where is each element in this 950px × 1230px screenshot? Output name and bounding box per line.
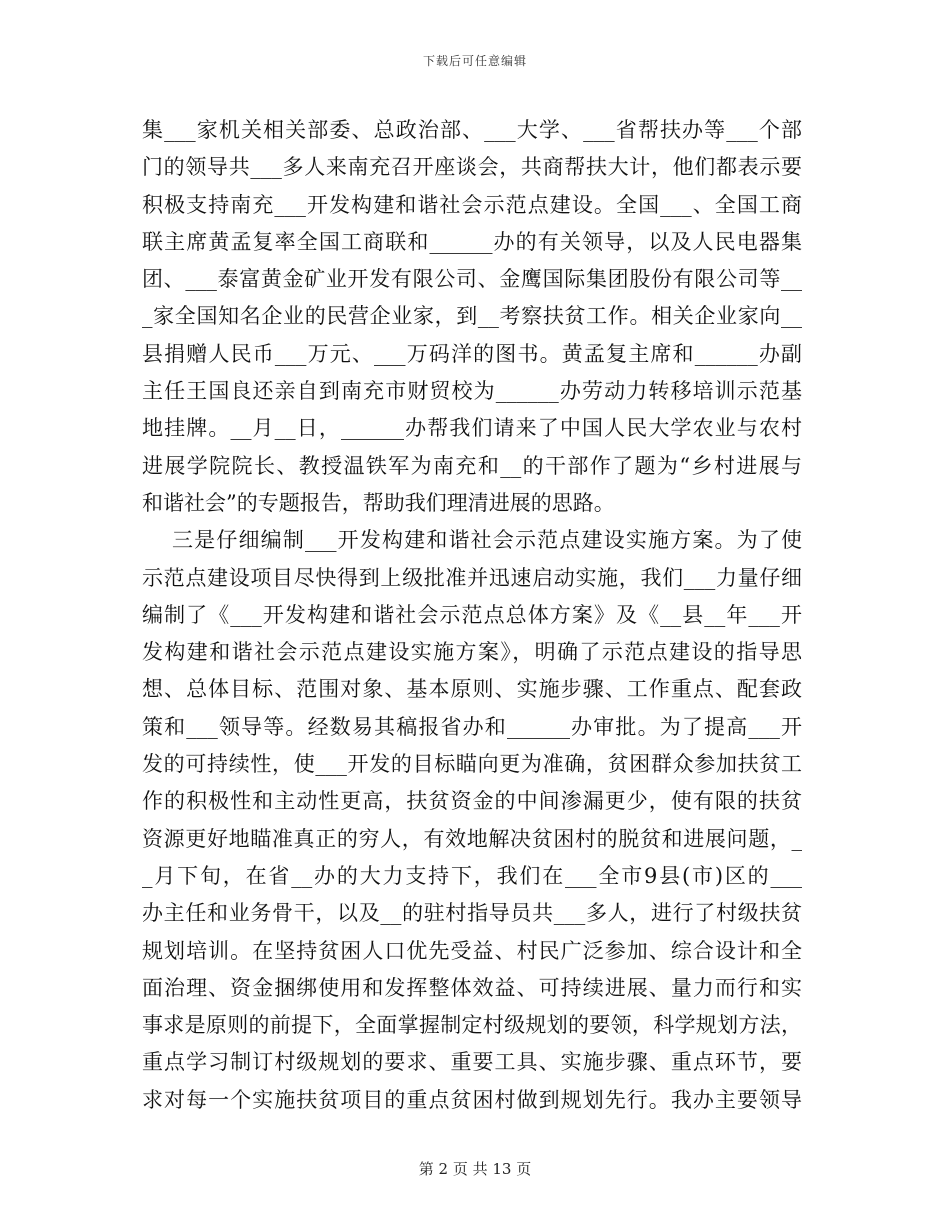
text-line: 团、___泰富黄金矿业开发有限公司、金鹰国际集团股份有限公司等__ bbox=[142, 267, 802, 292]
text-line: 联主席黄孟复率全国工商联和______办的有关领导，以及人民电器集 bbox=[142, 229, 802, 254]
text-line: 门的领导共___多人来南充召开座谈会，共商帮扶大计，他们都表示要 bbox=[142, 155, 802, 180]
text-line: 策和___领导等。经数易其稿报省办和______办审批。为了提高___开 bbox=[142, 714, 802, 739]
text-line: 进展学院院长、教授温铁军为南充和__的干部作了题为“乡村进展与 bbox=[142, 453, 802, 478]
text-line: _月下旬，在省__办的大力支持下，我们在___全市9县(市)区的___ bbox=[142, 863, 802, 888]
paragraph-start-line: 三是仔细编制___开发构建和谐社会示范点建设实施方案。为了使 bbox=[172, 528, 802, 553]
text-line: 面治理、资金捆绑使用和发挥整体效益、可持续进展、量力而行和实 bbox=[142, 975, 802, 1000]
text-line: 事求是原则的前提下，全面掌握制定村级规划的要领，科学规划方法， bbox=[142, 1013, 802, 1038]
text-line: 资源更好地瞄准真正的穷人，有效地解决贫困村的脱贫和进展问题，_ bbox=[142, 826, 802, 851]
text-line: 求对每一个实施扶贫项目的重点贫困村做到规划先行。我办主要领导 bbox=[142, 1087, 802, 1112]
text-line: 积极支持南充___开发构建和谐社会示范点建设。全国___、全国工商 bbox=[142, 192, 802, 217]
text-line: 规划培训。在坚持贫困人口优先受益、村民广泛参加、综合设计和全 bbox=[142, 938, 802, 963]
text-line: 县捐赠人民币___万元、___万码洋的图书。黄孟复主席和______办副 bbox=[142, 341, 802, 366]
text-line: 重点学习制订村级规划的要求、重要工具、实施步骤、重点环节，要 bbox=[142, 1050, 802, 1075]
text-line: 编制了《___开发构建和谐社会示范点总体方案》及《__县__年___开 bbox=[142, 602, 802, 627]
text-line: 想、总体目标、范围对象、基本原则、实施步骤、工作重点、配套政 bbox=[142, 677, 802, 702]
text-line: _家全国知名企业的民营企业家，到__考察扶贫工作。相关企业家向__ bbox=[142, 304, 802, 329]
text-line: 发的可持续性，使___开发的目标瞄向更为准确，贫困群众参加扶贫工 bbox=[142, 752, 802, 777]
page-header: 下载后可任意编辑 bbox=[422, 54, 527, 68]
text-line: 集___家机关相关部委、总政治部、___大学、___省帮扶办等___个部 bbox=[142, 118, 802, 142]
text-line: 主任王国良还亲自到南充市财贸校为______办劳动力转移培训示范基 bbox=[142, 379, 802, 404]
document-body bbox=[142, 112, 802, 1119]
text-line: 办主任和业务骨干，以及__的驻村指导员共___多人，进行了村级扶贫 bbox=[142, 901, 802, 926]
text-line: 发构建和谐社会示范点建设实施方案》，明确了示范点建设的指导思 bbox=[142, 640, 802, 665]
text-line: 和谐社会”的专题报告，帮助我们理清进展的思路。 bbox=[142, 490, 615, 515]
text-line: 作的积极性和主动性更高，扶贫资金的中间渗漏更少，使有限的扶贫 bbox=[142, 789, 802, 814]
page-number-footer: 第 2 页 共 13 页 bbox=[418, 1160, 532, 1178]
text-line: 示范点建设项目尽快得到上级批准并迅速启动实施，我们___力量仔细 bbox=[142, 565, 802, 590]
text-line: 地挂牌。__月__日，______办帮我们请来了中国人民大学农业与农村 bbox=[142, 416, 802, 441]
